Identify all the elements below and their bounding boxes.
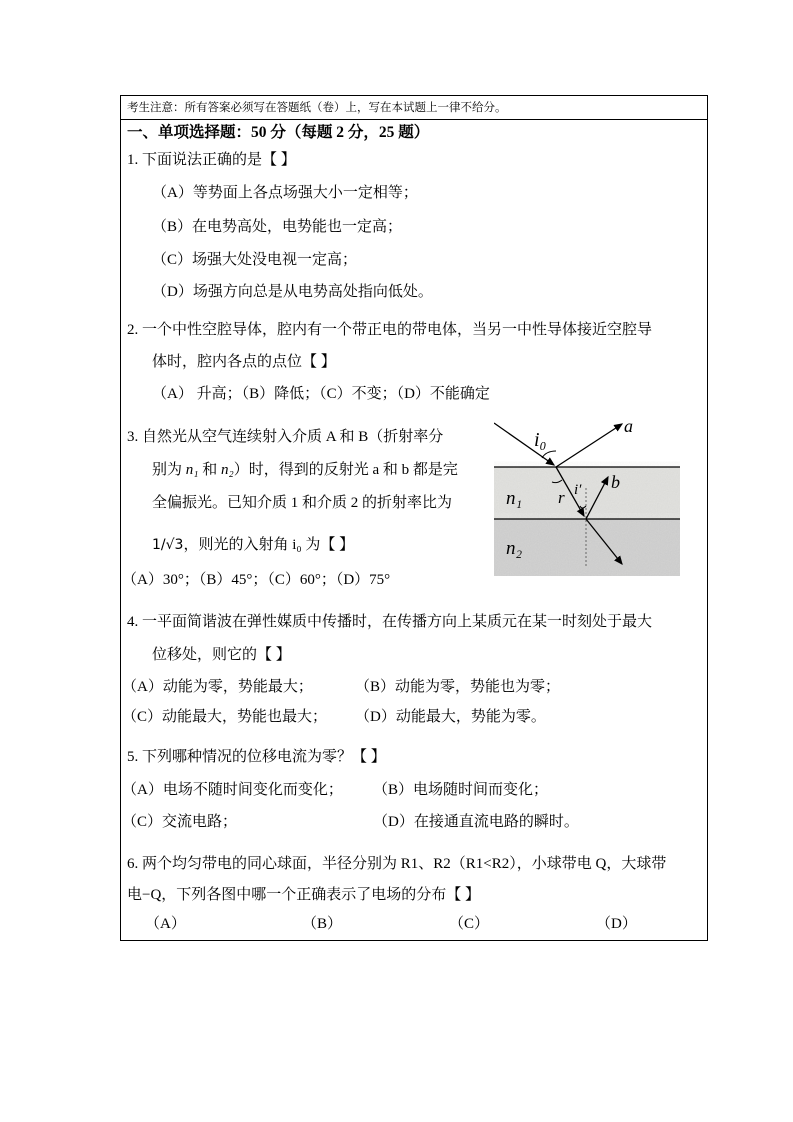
q2-options: （A） 升高；（B）降低；（C）不变；（D）不能确定 (152, 386, 490, 402)
q6-stem-1: 6. 两个均匀带电的同心球面，半径分别为 R1、R2（R1<R2），小球带电 Q，大球带 (127, 856, 667, 872)
text: 别为 (152, 462, 186, 478)
label-n2: n₂ (506, 538, 523, 559)
q4-option-c: （C）动能最大，势能也最大； (122, 709, 328, 725)
q6-option-a: （A） (145, 916, 186, 932)
label-a: a (624, 418, 633, 436)
q5-option-c: （C）交流电路； (122, 814, 238, 830)
n2: n₂ (221, 462, 234, 478)
q6-option-d: （D） (596, 916, 637, 932)
q3-line-4 (152, 536, 354, 554)
notice: 考生注意：所有答案必须写在答题纸（卷）上，写在本试题上一律不给分。 (127, 102, 507, 114)
q3-line-2 (152, 461, 458, 479)
text: ，则光的入射角 i₀ 为【 】 (183, 537, 355, 553)
divider (120, 119, 708, 120)
q2-stem-2: 体时，腔内各点的点位【 】 (152, 354, 336, 370)
q5-stem: 5. 下列哪种情况的位移电流为零？【 】 (127, 749, 386, 765)
label-i0: i₀ (534, 429, 547, 451)
q1-stem: 1. 下面说法正确的是【 】 (127, 152, 296, 168)
label-i-prime: i′ (574, 482, 582, 498)
q4-option-d: （D）动能最大，势能为零。 (355, 709, 546, 725)
q6-option-b: （B） (302, 916, 343, 932)
q2-stem-1: 2. 一个中性空腔导体，腔内有一个带正电的带电体，当另一中性导体接近空腔导 (127, 322, 653, 338)
label-n1: n₁ (506, 488, 523, 509)
label-r: r (558, 488, 565, 507)
q5-option-d: （D）在接通直流电路的瞬时。 (373, 814, 579, 830)
ratio: 1/√3 (152, 537, 184, 553)
q4-option-a: （A）动能为零，势能最大； (122, 679, 313, 695)
q6-option-c: （C） (449, 916, 490, 932)
text: 和 (198, 462, 221, 478)
label-b: b (611, 472, 620, 492)
q6-stem-2: 电−Q，下列各图中哪一个正确表示了电场的分布【 】 (127, 887, 481, 903)
q3-line-1: 3. 自然光从空气连续射入介质 A 和 B（折射率分 (127, 429, 444, 445)
text: ）时，得到的反射光 a 和 b 都是完 (233, 462, 458, 478)
q1-option-d: （D）场强方向总是从电势高处指向低处。 (152, 284, 433, 300)
q1-option-a: （A）等势面上各点场强大小一定相等； (152, 185, 418, 201)
q4-option-b: （B）动能为零，势能也为零； (355, 679, 561, 695)
q5-option-a: （A）电场不随时间变化而变化； (122, 782, 343, 798)
q5-option-b: （B）电场随时间而变化； (373, 782, 549, 798)
section-title: 一、单项选择题：50 分（每题 2 分，25 题） (127, 124, 430, 141)
q4-stem-2: 位移处，则它的【 】 (152, 647, 291, 663)
q4-stem-1: 4. 一平面简谐波在弹性媒质中传播时，在传播方向上某质元在某一时刻处于最大 (127, 614, 653, 630)
q1-option-b: （B）在电势高处，电势能也一定高； (152, 219, 403, 235)
q3-line-3: 全偏振光。已知介质 1 和介质 2 的折射率比为 (152, 495, 453, 511)
q1-option-c: （C）场强大处没电视一定高； (152, 252, 358, 268)
n1: n₁ (185, 462, 199, 478)
refraction-figure (494, 418, 680, 576)
q3-options: （A）30°；（B）45°；（C）60°；（D）75° (122, 572, 391, 588)
